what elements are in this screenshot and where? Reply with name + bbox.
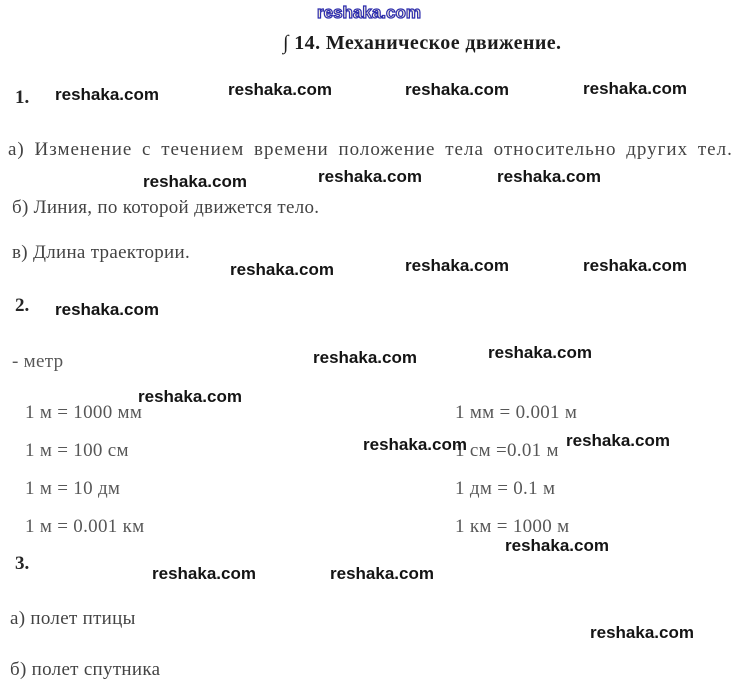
watermark: reshaka.com (152, 564, 256, 583)
conversion-left-1: 1 м = 1000 мм (25, 402, 143, 423)
watermark: reshaka.com (313, 348, 417, 367)
watermark: reshaka.com (566, 431, 670, 450)
watermark: reshaka.com (318, 167, 422, 186)
answer-3b: б) полет спутника (10, 659, 161, 680)
conversion-right-4: 1 км = 1000 м (455, 516, 570, 537)
watermark: reshaka.com (55, 300, 159, 319)
question-2-number: 2. (15, 295, 30, 316)
watermark: reshaka.com (497, 167, 601, 186)
answer-1c: в) Длина траектории. (12, 242, 191, 263)
watermark: reshaka.com (55, 85, 159, 104)
watermark: reshaka.com (583, 79, 687, 98)
watermark: reshaka.com (405, 80, 509, 99)
watermark: reshaka.com (230, 260, 334, 279)
watermark: reshaka.com (143, 172, 247, 191)
watermark: reshaka.com (583, 256, 687, 275)
site-logo-watermark: reshaka.com (317, 3, 421, 22)
watermark: reshaka.com (228, 80, 332, 99)
watermark: reshaka.com (138, 387, 242, 406)
watermark: reshaka.com (505, 536, 609, 555)
conversion-right-1: 1 мм = 0.001 м (455, 402, 578, 423)
question-3-number: 3. (15, 553, 30, 574)
answer-3a: а) полет птицы (10, 608, 136, 629)
watermark: reshaka.com (405, 256, 509, 275)
answer-2-unit: - метр (12, 351, 64, 372)
watermark: reshaka.com (363, 435, 467, 454)
question-1-number: 1. (15, 87, 30, 108)
watermark: reshaka.com (590, 623, 694, 642)
watermark: reshaka.com (330, 564, 434, 583)
watermark: reshaka.com (488, 343, 592, 362)
answer-1a: а) Изменение с течением времени положение тела относительно других тел. (8, 139, 733, 160)
conversion-right-2: 1 см =0.01 м (455, 440, 559, 461)
conversion-right-3: 1 дм = 0.1 м (455, 478, 556, 499)
answer-1b: б) Линия, по которой движется тело. (12, 197, 320, 218)
conversion-left-3: 1 м = 10 дм (25, 478, 121, 499)
conversion-left-4: 1 м = 0.001 км (25, 516, 145, 537)
page-title: ∫ 14. Механическое движение. (283, 32, 562, 54)
conversion-left-2: 1 м = 100 см (25, 440, 129, 461)
